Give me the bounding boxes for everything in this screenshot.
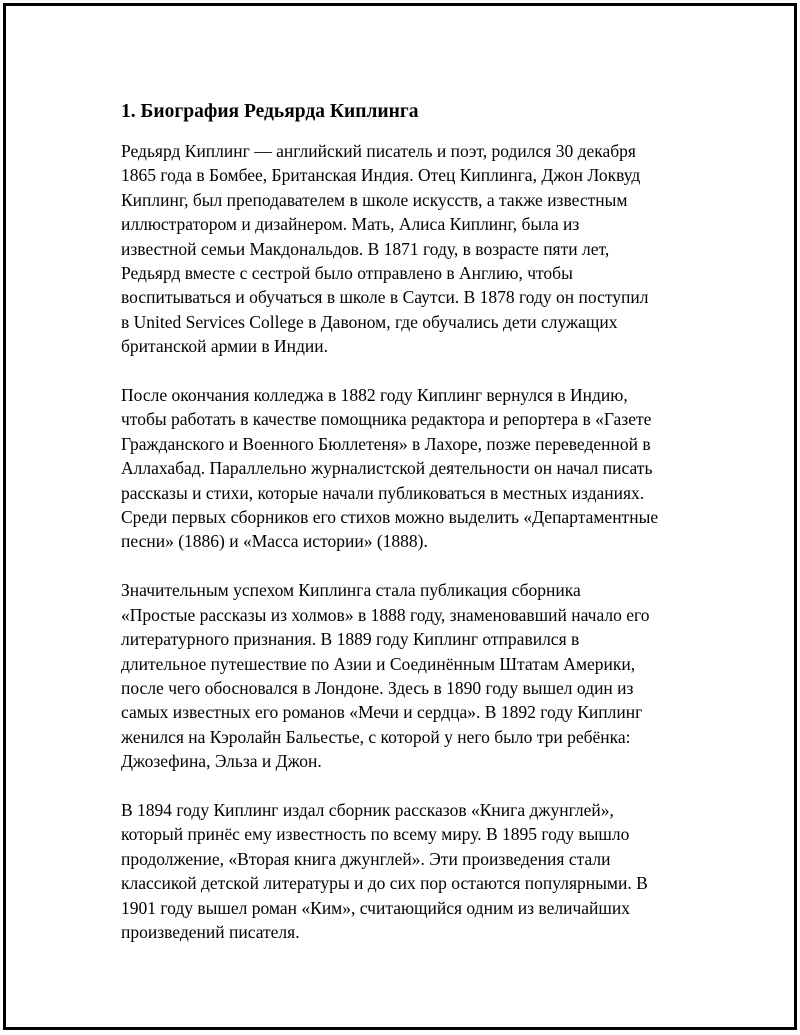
text-line: воспитываться и обучаться в школе в Саутси. В 1878 году он поступил xyxy=(121,287,649,308)
text-line: длительное путешествие по Азии и Соединённым Штатам Америки, xyxy=(121,653,636,674)
paragraph-india-career xyxy=(121,383,696,554)
paragraph-early-life xyxy=(121,139,696,359)
text-line: после чего обосновался в Лондоне. Здесь в 1890 году вышел один из xyxy=(121,677,634,698)
text-line: британской армии в Индии. xyxy=(121,336,328,357)
document-body xyxy=(121,99,696,944)
text-line: После окончания колледжа в 1882 году Киплинг вернулся в Индию, xyxy=(121,385,628,406)
text-line: Среди первых сборников его стихов можно выделить «Департаментные xyxy=(121,507,659,528)
text-line: чтобы работать в качестве помощника редактора и репортера в «Газете xyxy=(121,409,652,430)
text-line: иллюстратором и дизайнером. Мать, Алиса Киплинг, была из xyxy=(121,214,580,235)
text-line: известной семьи Макдональдов. В 1871 году, в возрасте пяти лет, xyxy=(121,238,610,259)
paragraph-jungle-book xyxy=(121,798,696,944)
text-line: литературного признания. В 1889 году Киплинг отправился в xyxy=(121,629,580,650)
document-title: 1. Биография Редьярда Киплинга xyxy=(121,101,419,122)
text-line: Редьярд вместе с сестрой было отправлено в Англию, чтобы xyxy=(121,263,573,284)
text-line: 1901 году вышел роман «Ким», считающийся одним из величайших xyxy=(121,897,630,918)
text-line: Аллахабад. Параллельно журналистской деятельности он начал писать xyxy=(121,458,653,479)
text-line: самых известных его романов «Мечи и сердца». В 1892 году Киплинг xyxy=(121,702,643,723)
text-line: Гражданского и Военного Бюллетеня» в Лахоре, позже переведенной в xyxy=(121,433,651,454)
text-line: классикой детской литературы и до сих пор остаются популярными. В xyxy=(121,873,648,894)
page-frame xyxy=(3,3,797,1030)
text-line: В 1894 году Киплинг издал сборник рассказов «Книга джунглей», xyxy=(121,799,614,820)
text-line: 1865 года в Бомбее, Британская Индия. Отец Киплинга, Джон Локвуд xyxy=(121,165,641,186)
text-line: «Простые рассказы из холмов» в 1888 году, знаменовавший начало его xyxy=(121,604,650,625)
text-line: в United Services College в Давоном, где обучались дети служащих xyxy=(121,311,618,332)
paragraph-recognition xyxy=(121,578,696,773)
text-line: Джозефина, Эльза и Джон. xyxy=(121,751,322,772)
text-line: Киплинг, был преподавателем в школе искусств, а также известным xyxy=(121,189,628,210)
text-line: Редьярд Киплинг — английский писатель и поэт, родился 30 декабря xyxy=(121,141,636,161)
text-line: произведений писателя. xyxy=(121,921,300,942)
text-line: песни» (1886) и «Масса истории» (1888). xyxy=(121,531,428,552)
text-line: женился на Кэролайн Бальестье, с которой у него было три ребёнка: xyxy=(121,726,631,747)
text-line: Значительным успехом Киплинга стала публикация сборника xyxy=(121,580,581,601)
text-line: рассказы и стихи, которые начали публиковаться в местных изданиях. xyxy=(121,482,645,503)
text-line: который принёс ему известность по всему миру. В 1895 году вышло xyxy=(121,824,630,845)
text-line: продолжение, «Вторая книга джунглей». Эти произведения стали xyxy=(121,848,611,869)
